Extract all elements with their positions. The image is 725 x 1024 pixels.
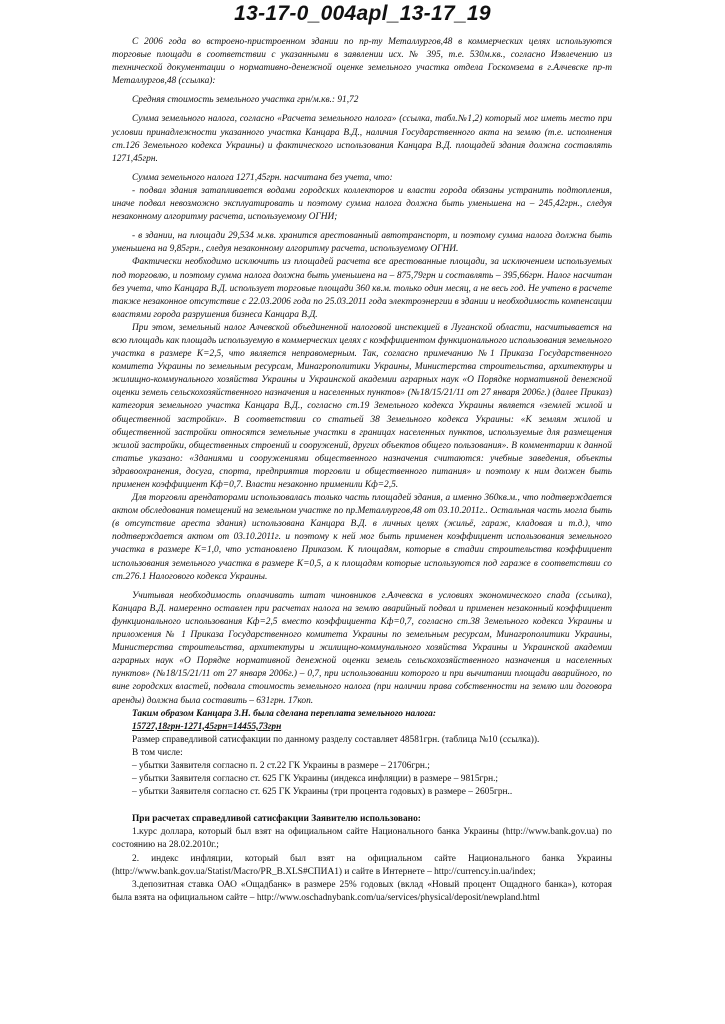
summary-heading: Таким образом Канцара З.Н. была сделана переплата земельного налога:: [132, 708, 436, 719]
paragraph-tax-note: Сумма земельного налога 1271,45грн. насчитана без учета, что:: [132, 172, 393, 183]
paragraph-intro: С 2006 года во встроено-пристроенном здании по пр-ту Металлургов,48 в коммерческих целях используются торговые площади в соответствии с указанными в заявлении исх. № 395, т.е. 530м.кв., согласно Извлечению из технической документации о нормативно-денежной оценке земельного участка отдела Госкомзема в г.Алчевске пр-т Металлургов,48 (ссылка):: [112, 37, 612, 87]
paragraph-officials: Учитывая необходимость оплачивать штат чиновников г.Алчевска в условиях экономического спада (ссылка), Канцара В.Д. намеренно оставлен при расчетах налога на землю аварийный подвал и применен незаконный коэффициент функционального использования Кф=2,5 вместо коэффициента Кф=0,7, согласно ст.38 Земельного кодекса Украины и приложения № 1 Приказа Государственного комитета Украины по земельным ресурсам, Минагрополитики Украины, Министерства строительства, архитектуры и жилищно-коммунального хозяйства Украины и Украинской академии аграрных наук «О Порядке нормативной денежной оценки земель сельскохозяйственного назначения и населенных пунктов» (№18/15/21/11 от 27 января 2006г.) – 0,7, при использовании которого и при вычитании площади аварийного, по вине городских властей, подвала стоимость земельного налога (при наличии права собственности на землю или договора аренды) должна была составить – 631грн. 17коп.: [112, 590, 612, 706]
paragraph-tax-sum: Сумма земельного налога, согласно «Расчета земельного налога» (ссылка, табл.№1,2) который мог иметь место при условии принадлежности указанного участка Канцара В.Д., наличия Государственного акта на землю (т.е. исполнения ст.126 Земельного кодекса Украины) и фактического использования Канцара В.Д. площадей здания должна составлять 1271,45грн.: [112, 114, 612, 164]
document-page: [112, 36, 612, 905]
paragraph-average-cost: Средняя стоимость земельного участка грн/м.кв.: 91,72: [132, 95, 359, 106]
paragraph-trade-area: Для торговли арендаторами использовалась только часть площадей здания, а именно 360кв.м., что подтверждается актом обследования помещений на земельном участке по пр.Металлургов,48 от 03.10.2011г.. Остальная часть могла быть (в отсутствие ареста здания) использована Канцара В.Д. в личных целях (жильё, гараж, кладовая и т.д.), что подтверждается актом от 03.10.2011г. и поэтому к ней мог быть применен коэффициент использования земельного участка в размере К=1,0, что установлено Приказом. К площадям, которые в стадии строительства коэффициент использования земельного участка в размере К=0,5, а к площадям которые используются под гараже в соответствии со ст.276.1 Налогового кодекса Украины.: [112, 493, 612, 582]
summary-in-total: В том числе:: [132, 747, 183, 758]
source-item: 2. индекс инфляции, который был взят на официальном сайте Национального банка Украины (http://www.bank.gov.ua/Statist/Macro/PR_B.XLS#СПИА1) и сайте в Интернете – http://currency.in.ua/index;: [112, 853, 612, 877]
summary-formula: 15727,18грн-1271,45грн=14455,73грн: [132, 721, 282, 732]
paragraph-actual-exclusion: Фактически необходимо исключить из площадей расчета все арестованные площади, за исключением используемых под торговлю, и поэтому сумма налога должна быть уменьшена на – 875,79грн и составлять – 395,66грн. Налог насчитан без учета, что Канцара В.Д. использует торговые площади 360 кв.м. только один месяц, а не весь год. Не учтено в расчете также незаконное отсутствие с 22.03.2006 года по 25.03.2011 года электроэнергии в здании и необходимость компенсации властями города разрушения бизнеса Канцара В.Д.: [112, 257, 612, 320]
summary-satisfaction: Размер справедливой сатисфакции по данному разделу составляет 48581грн. (таблица №10 (ссылка)).: [132, 734, 540, 745]
source-item: 3.депозитная ставка ОАО «Ощадбанк» в размере 25% годовых (вклад «Новый процент Ощадного банка»), которая была взята на официальном сайте – http://www.oschadnybank.com/ua/services/physical/deposit/newpland.html: [112, 879, 612, 903]
summary-item: – убытки Заявителя согласно ст. 625 ГК Украины (индекса инфляции) в размере – 9815грн.;: [132, 774, 499, 785]
paragraph-coefficient: При этом, земельный налог Алчевской объединенной налоговой инспекцией в Луганской области, насчитывается на всю площадь как площадь используемую в коммерческих целях с коэффициентом функционального использования земельного участка в размере К=2,5, что является неправомерным. Так, согласно примечанию №1 Приказа Государственного комитета Украины по земельным ресурсам, Минагрополитики Украины, Министерства строительства, архитектуры и жилищно-коммунального хозяйства Украины и Украинской академии аграрных наук «О Порядке нормативной денежной оценки земель сельскохозяйственного назначения и населенных пунктов» (№18/15/21/11 от 27 января 2006г.) (далее Приказ) категория земельного участка Канцара В.Д., согласно ст.19 Земельного кодекса Украины является «землей жилой и общественной застройки». В соответствии со статьей 38 Земельного кодекса Украины: «К землям жилой и общественной застройки относятся земельные участки в границах населенных пунктов, используемые для размещения жилой застройки, общественных строений и сооружений, других объектов общего пользования». В комментарии к данной статье указано: «Зданиями и сооружениями общественного назначения считаются: учебные заведения, объекты здравоохранения, досуга, спорта, предприятия торговли и общественного питания» и поэтому к ним должен быть применен коэффициент Кф=0,7. Власти незаконно применили Кф=2,5.: [112, 322, 612, 490]
paragraph-basement: - подвал здания затапливается водами городских коллекторов и власти города обязаны устранить подтопления, иначе подвал невозможно эксплуатировать и поэтому сумма налога должна быть уменьшена на – 245,42грн., следуя незаконному алгоритму расчета, используемому ОГНИ;: [112, 185, 612, 223]
source-item: 1.курс доллара, который был взят на официальном сайте Национального банка Украины (http://www.bank.gov.ua) по состоянию на 28.02.2010г.;: [112, 827, 612, 851]
document-title: 13-17-0_004apl_13-17_19: [234, 2, 491, 25]
sources-heading: При расчетах справедливой сатисфакции Заявителю использовано:: [132, 814, 421, 825]
summary-item: – убытки Заявителя согласно ст. 625 ГК Украины (три процента годовых) в размере – 2605грн..: [132, 787, 513, 798]
summary-item: – убытки Заявителя согласно п. 2 ст.22 ГК Украины в размере – 21706грн.;: [132, 760, 430, 771]
paragraph-arrested-cars: - в здании, на площади 29,534 м.кв. хранится арестованный автотранспорт, и поэтому сумма налога должна быть уменьшена на 9,85грн., следуя незаконному алгоритму расчета, используемому ОГНИ.: [112, 231, 612, 255]
